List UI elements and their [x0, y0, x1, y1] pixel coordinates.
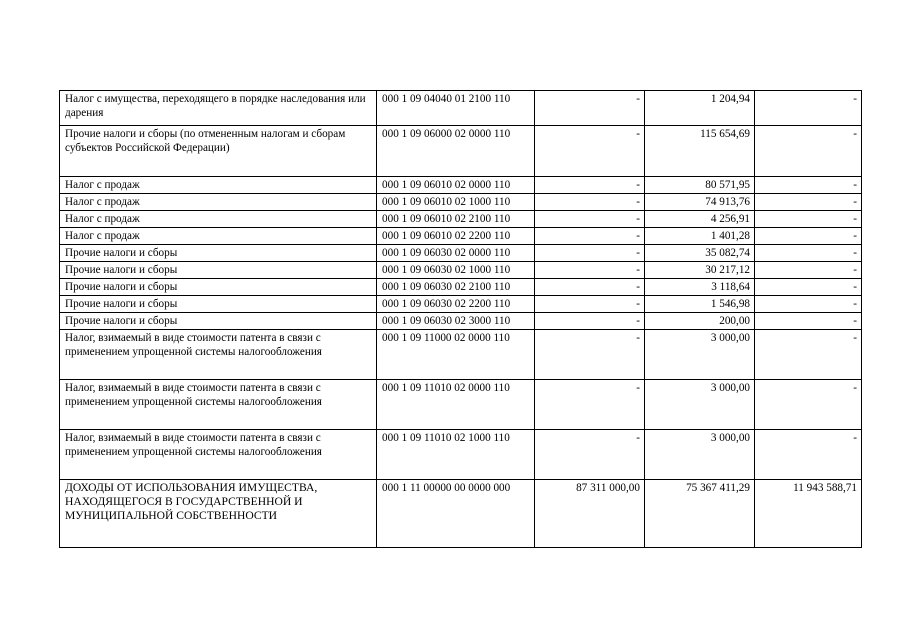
table-row	[60, 126, 862, 177]
table-row	[60, 228, 862, 245]
approved-amount-cell: -	[535, 211, 645, 228]
executed-amount-cell: 3 118,64	[645, 279, 755, 296]
revenue-name-cell: Прочие налоги и сборы	[60, 279, 377, 296]
budget-code-cell: 000 1 09 11000 02 0000 110	[377, 330, 535, 380]
table-row	[60, 279, 862, 296]
executed-amount-cell: 1 204,94	[645, 91, 755, 126]
unexecuted-amount-cell: 11 943 588,71	[755, 480, 862, 548]
budget-code-cell: 000 1 09 06030 02 3000 110	[377, 313, 535, 330]
unexecuted-amount-cell: -	[755, 313, 862, 330]
executed-amount-cell: 1 401,28	[645, 228, 755, 245]
unexecuted-amount-cell: -	[755, 330, 862, 380]
approved-amount-cell: -	[535, 194, 645, 211]
executed-amount-cell: 1 546,98	[645, 296, 755, 313]
executed-amount-cell: 200,00	[645, 313, 755, 330]
unexecuted-amount-cell: -	[755, 126, 862, 177]
revenue-name-cell: Налог с имущества, переходящего в порядке наследования или дарения	[60, 91, 377, 126]
approved-amount-cell: -	[535, 262, 645, 279]
approved-amount-cell: -	[535, 296, 645, 313]
revenue-name-cell: Налог, взимаемый в виде стоимости патента в связи с применением упрощенной системы налогообложения	[60, 380, 377, 430]
revenue-name-cell: ДОХОДЫ ОТ ИСПОЛЬЗОВАНИЯ ИМУЩЕСТВА, НАХОДЯЩЕГОСЯ В ГОСУДАРСТВЕННОЙ И МУНИЦИПАЛЬНОЙ СОБСТВЕННОСТИ	[60, 480, 377, 548]
revenue-name-cell: Налог, взимаемый в виде стоимости патента в связи с применением упрощенной системы налогообложения	[60, 330, 377, 380]
budget-code-cell: 000 1 09 11010 02 0000 110	[377, 380, 535, 430]
approved-amount-cell: -	[535, 330, 645, 380]
executed-amount-cell: 3 000,00	[645, 330, 755, 380]
unexecuted-amount-cell: -	[755, 262, 862, 279]
unexecuted-amount-cell: -	[755, 228, 862, 245]
budget-code-cell: 000 1 09 06030 02 2100 110	[377, 279, 535, 296]
approved-amount-cell: -	[535, 177, 645, 194]
budget-code-cell: 000 1 09 06030 02 2200 110	[377, 296, 535, 313]
executed-amount-cell: 3 000,00	[645, 380, 755, 430]
budget-code-cell: 000 1 09 06010 02 2200 110	[377, 228, 535, 245]
table-row	[60, 91, 862, 126]
table-row	[60, 480, 862, 548]
revenue-name-cell: Прочие налоги и сборы	[60, 296, 377, 313]
budget-code-cell: 000 1 09 06030 02 1000 110	[377, 262, 535, 279]
table-row	[60, 380, 862, 430]
executed-amount-cell: 80 571,95	[645, 177, 755, 194]
table-row	[60, 211, 862, 228]
table-row	[60, 262, 862, 279]
unexecuted-amount-cell: -	[755, 211, 862, 228]
unexecuted-amount-cell: -	[755, 177, 862, 194]
revenue-name-cell: Прочие налоги и сборы	[60, 245, 377, 262]
budget-code-cell: 000 1 09 06010 02 2100 110	[377, 211, 535, 228]
approved-amount-cell: 87 311 000,00	[535, 480, 645, 548]
revenue-name-cell: Налог, взимаемый в виде стоимости патента в связи с применением упрощенной системы налогообложения	[60, 430, 377, 480]
budget-code-cell: 000 1 11 00000 00 0000 000	[377, 480, 535, 548]
unexecuted-amount-cell: -	[755, 380, 862, 430]
unexecuted-amount-cell: -	[755, 194, 862, 211]
table-row	[60, 245, 862, 262]
executed-amount-cell: 115 654,69	[645, 126, 755, 177]
table-row	[60, 194, 862, 211]
revenue-table	[59, 90, 862, 548]
budget-code-cell: 000 1 09 04040 01 2100 110	[377, 91, 535, 126]
revenue-name-cell: Прочие налоги и сборы (по отмененным налогам и сборам субъектов Российской Федерации)	[60, 126, 377, 177]
table-row	[60, 296, 862, 313]
revenue-name-cell: Налог с продаж	[60, 194, 377, 211]
revenue-name-cell: Налог с продаж	[60, 211, 377, 228]
unexecuted-amount-cell: -	[755, 245, 862, 262]
unexecuted-amount-cell: -	[755, 296, 862, 313]
executed-amount-cell: 74 913,76	[645, 194, 755, 211]
revenue-table-body	[60, 91, 862, 548]
budget-code-cell: 000 1 09 06010 02 1000 110	[377, 194, 535, 211]
approved-amount-cell: -	[535, 245, 645, 262]
approved-amount-cell: -	[535, 228, 645, 245]
revenue-name-cell: Налог с продаж	[60, 177, 377, 194]
budget-code-cell: 000 1 09 06030 02 0000 110	[377, 245, 535, 262]
approved-amount-cell: -	[535, 279, 645, 296]
budget-code-cell: 000 1 09 06010 02 0000 110	[377, 177, 535, 194]
table-row	[60, 313, 862, 330]
executed-amount-cell: 30 217,12	[645, 262, 755, 279]
revenue-name-cell: Прочие налоги и сборы	[60, 313, 377, 330]
approved-amount-cell: -	[535, 91, 645, 126]
approved-amount-cell: -	[535, 380, 645, 430]
revenue-name-cell: Налог с продаж	[60, 228, 377, 245]
budget-code-cell: 000 1 09 11010 02 1000 110	[377, 430, 535, 480]
table-row	[60, 430, 862, 480]
unexecuted-amount-cell: -	[755, 430, 862, 480]
executed-amount-cell: 75 367 411,29	[645, 480, 755, 548]
unexecuted-amount-cell: -	[755, 91, 862, 126]
unexecuted-amount-cell: -	[755, 279, 862, 296]
executed-amount-cell: 4 256,91	[645, 211, 755, 228]
executed-amount-cell: 3 000,00	[645, 430, 755, 480]
table-row	[60, 330, 862, 380]
executed-amount-cell: 35 082,74	[645, 245, 755, 262]
approved-amount-cell: -	[535, 126, 645, 177]
table-row	[60, 177, 862, 194]
approved-amount-cell: -	[535, 430, 645, 480]
approved-amount-cell: -	[535, 313, 645, 330]
budget-code-cell: 000 1 09 06000 02 0000 110	[377, 126, 535, 177]
revenue-name-cell: Прочие налоги и сборы	[60, 262, 377, 279]
